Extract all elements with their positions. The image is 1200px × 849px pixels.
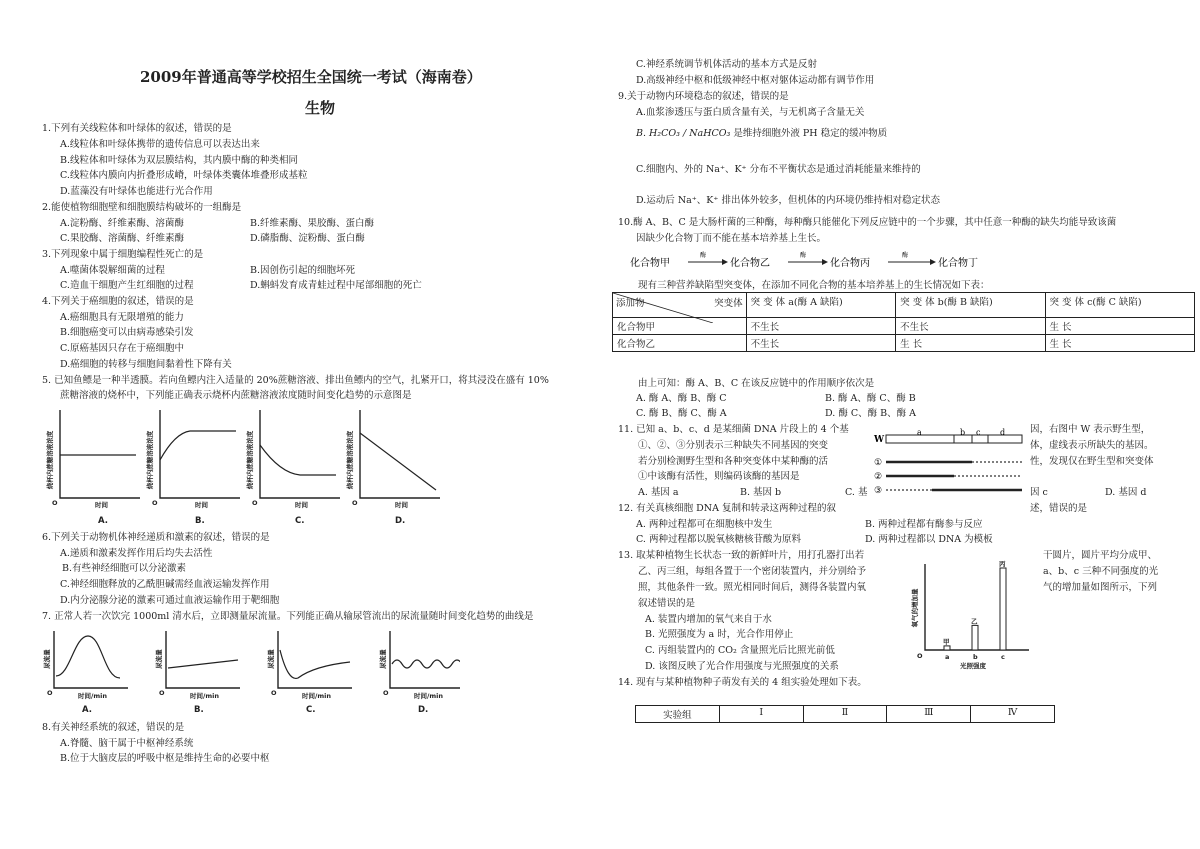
q11-fig-mark-1: ① — [874, 458, 883, 468]
q3-stem: 3.下列现象中属于细胞编程性死亡的是 — [42, 249, 204, 260]
q12-option-b: B. 两种过程都有酶参与反应 — [865, 519, 983, 530]
subject-title: 生物 — [305, 99, 336, 117]
q12-option-c: C. 两种过程都以脱氧核糖核苷酸为原料 — [636, 534, 801, 545]
q5-label-c: C. — [295, 516, 305, 526]
q10-line1: 10.酶 A、B、C 是大肠杆菌的三种酶，每种酶只能催化下列反应链中的一个步骤，其中任意一种酶的缺失均能导致该菌 — [618, 217, 1117, 228]
q10-table-row1-b: 不生长 — [896, 318, 1045, 335]
q4-option-a: A.癌细胞具有无限增殖的能力 — [60, 312, 184, 323]
q11-line4: ①中该酶有活性，则编码该酶的基因是 — [638, 471, 800, 482]
q13-line3a: 照，其他条件一致。照光相同时间后，测得各装置内氧 — [638, 582, 867, 593]
q13-line1a: 13. 取某种植物生长状态一致的新鲜叶片，用打孔器打出若 — [618, 550, 865, 561]
q5-line2: 蔗糖溶液的烧杯中，下列能正确表示烧杯内蔗糖溶液浓度随时间变化趋势的示意图是 — [60, 390, 412, 401]
q10-table-col-a: 突 变 体 a(酶 A 缺陷) — [746, 293, 895, 318]
q13-chart-origin: O — [917, 652, 923, 660]
chain-enzyme-2: 酶 — [800, 252, 807, 259]
q11-line2a: ①、②、③分别表示三种缺失不同基因的突变 — [638, 440, 829, 451]
q9-formula: B. H₂CO₃ / NaHCO₃ — [636, 128, 731, 139]
q12-stem: 12. 有关真核细胞 DNA 复制和转录这两种过程的叙 — [618, 503, 836, 514]
q7-origin-d: O — [383, 689, 389, 697]
q5-ylabel-a: 烧杯内蔗糖溶液浓度 — [46, 430, 54, 490]
q11-fig-mark-2: ② — [874, 472, 883, 482]
q10-table — [612, 292, 1195, 352]
q5-ylabel-d: 烧杯内蔗糖溶液浓度 — [346, 430, 354, 490]
q11-option-b: B. 基因 b — [740, 487, 782, 498]
q10-table-row2-head: 化合物乙 — [613, 335, 747, 352]
q10-option-c: C. 酶 B、酶 C、酶 A — [636, 408, 727, 419]
q7-origin-b: O — [159, 689, 165, 697]
q1-option-b: B.线粒体和叶绿体为双层膜结构，其内膜中酶的种类相同 — [60, 155, 299, 166]
q5-label-d: D. — [395, 516, 406, 526]
q4-option-c: C.原癌基因只存在于癌细胞中 — [60, 343, 184, 354]
q7-origin-a: O — [47, 689, 53, 697]
q7-label-a: A. — [82, 705, 92, 715]
q9-stem: 9.关于动物内环境稳态的叙述，错误的是 — [618, 91, 789, 102]
chain-enzyme-1: 酶 — [700, 252, 707, 259]
q11-line1a: 11. 已知 a、b、c、d 是某细菌 DNA 片段上的 4 个基 — [618, 424, 849, 435]
q6-option-a: A.递质和激素发挥作用后均失去活性 — [60, 548, 213, 559]
q4-stem: 4.下列关于癌细胞的叙述，错误的是 — [42, 296, 194, 307]
q3-option-b: B.因创伤引起的细胞坏死 — [250, 265, 356, 276]
q10-table-corner-bottom: 添加物 — [616, 298, 645, 309]
q10-table-col-b: 突 变 体 b(酶 B 缺陷) — [896, 293, 1045, 318]
q13-bar-chart — [905, 560, 1035, 672]
q7-label-c: C. — [306, 705, 316, 715]
q5-graphs — [40, 405, 440, 527]
q13-line2a: 乙、丙三组，每组各置于一个密闭装置内，并分别给予 — [638, 566, 867, 577]
q11-line3b: 性，发现仅在野生型和突变体 — [1030, 456, 1154, 467]
q10-line2: 因缺少化合物丁而不能在基本培养基上生长。 — [636, 233, 827, 244]
q10-option-b: B. 酶 A、酶 C、酶 B — [825, 393, 916, 404]
q2-stem: 2.能使植物细胞壁和细胞膜结构破坏的一组酶是 — [42, 202, 242, 213]
q11-fig-w: W — [874, 435, 885, 445]
q13-bar-b — [972, 625, 978, 650]
q10-table-corner — [613, 293, 747, 318]
q5-xlabel-b: 时间 — [195, 501, 208, 509]
q13-line1b: 干圆片，圆片平均分成甲、 — [1043, 550, 1158, 561]
q7-graph-c — [266, 631, 352, 715]
q6-option-b: B.有些神经细胞可以分泌激素 — [62, 563, 187, 574]
q2-option-c: C.果胶酶、溶菌酶、纤维素酶 — [60, 233, 184, 244]
q10-table-row2-c: 生 长 — [1045, 335, 1194, 352]
q10-table-row1-a: 不生长 — [746, 318, 895, 335]
q5-line1: 5. 已知鱼鳔是一种半透膜。若向鱼鳔内注入适量的 20%蔗糖溶液、排出鱼鳔内的空气，扎紧开口，将其浸没在盛有 10% — [42, 375, 549, 386]
q2-option-a: A.淀粉酶、纤维素酶、溶菌酶 — [60, 218, 184, 229]
q11-fig-mark-3: ③ — [874, 486, 883, 494]
q13-option-b: B. 光照强度为 a 时，光合作用停止 — [645, 629, 794, 640]
q13-bar-label-a: 甲 — [943, 637, 950, 646]
q7-graphs — [40, 626, 460, 716]
q7-label-b: B. — [194, 705, 204, 715]
q5-origin-d: O — [352, 499, 358, 507]
q7-xlabel-c: 时间/min — [302, 692, 332, 700]
q5-graph-d — [345, 410, 440, 526]
q13-tick-b: b — [973, 653, 978, 661]
q10-table-corner-top: 突变体 — [714, 298, 743, 309]
q11-option-d: D. 基因 d — [1105, 487, 1147, 498]
q7-ylabel-b: 尿流量 — [155, 649, 163, 669]
q7-xlabel-d: 时间/min — [414, 692, 444, 700]
q5-graph-a — [45, 410, 140, 526]
q7-ylabel-a: 尿流量 — [43, 649, 51, 669]
q1-option-d: D.蓝藻没有叶绿体也能进行光合作用 — [60, 186, 213, 197]
q13-line2b: a、b、c 三种不同强度的光 — [1043, 566, 1159, 577]
q13-tick-a: a — [945, 653, 950, 661]
q12-stem-cont: 述，错误的是 — [1030, 503, 1088, 514]
q13-bar-a — [944, 646, 950, 650]
q10-table-col-c: 突 变 体 c(酶 C 缺陷) — [1045, 293, 1194, 318]
q14-table-head-2: Ⅱ — [803, 706, 887, 723]
chain-compound-4: 化合物丁 — [938, 258, 978, 269]
q10-option-d: D. 酶 C、酶 B、酶 A — [825, 408, 916, 419]
q3-option-a: A.噬菌体裂解细菌的过程 — [60, 265, 165, 276]
q14-table-head-4: Ⅳ — [971, 706, 1055, 723]
q13-option-c: C. 丙组装置内的 CO₂ 含量照光后比照光前低 — [645, 645, 835, 656]
q7-xlabel-a: 时间/min — [78, 692, 108, 700]
q12-option-d: D. 两种过程都以 DNA 为模板 — [865, 534, 993, 545]
q5-xlabel-d: 时间 — [395, 501, 408, 509]
exam-title: 2009年普通高等学校招生全国统一考试（海南卷） — [140, 68, 482, 86]
q11-fig-gene-b: b — [960, 428, 966, 437]
q1-option-c: C.线粒体内膜向内折叠形成嵴，叶绿体类囊体堆叠形成基粒 — [60, 170, 308, 181]
q10-option-a: A. 酶 A、酶 B、酶 C — [636, 393, 727, 404]
q9-option-c: C.细胞内、外的 Na⁺、K⁺ 分布不平衡状态是通过消耗能量来维持的 — [636, 164, 921, 175]
q14-table — [635, 705, 1055, 723]
q8-stem: 8.有关神经系统的叙述，错误的是 — [42, 722, 185, 733]
q9-option-b-text: 是维持细胞外液 PH 稳定的缓冲物质 — [733, 128, 888, 139]
q11-line1b: 因，右图中 W 表示野生型， — [1030, 424, 1151, 435]
q8-option-d: D.高级神经中枢和低级神经中枢对躯体运动都有调节作用 — [636, 75, 875, 86]
q3-option-d: D.蝌蚪发育成青蛙过程中尾部细胞的死亡 — [250, 280, 422, 291]
q4-option-b: B.细胞癌变可以由病毒感染引发 — [60, 327, 194, 338]
q7-origin-c: O — [271, 689, 277, 697]
chain-compound-1: 化合物甲 — [630, 258, 670, 269]
q8-option-b: B.位于大脑皮层的呼吸中枢是维持生命的必要中枢 — [60, 753, 270, 764]
q9-option-a: A.血浆渗透压与蛋白质含量有关，与无机离子含量无关 — [636, 107, 865, 118]
q13-bars — [943, 560, 1006, 661]
q10-table-row2-b: 生 长 — [896, 335, 1045, 352]
q1-option-a: A.线粒体和叶绿体携带的遗传信息可以表达出来 — [60, 139, 260, 150]
q13-tick-c: c — [1001, 653, 1005, 661]
q5-origin-b: O — [152, 499, 158, 507]
q11-gene-figure — [872, 428, 1028, 494]
q13-option-d: D. 该图反映了光合作用强度与光照强度的关系 — [645, 661, 839, 672]
q5-label-b: B. — [195, 516, 205, 526]
q2-option-b: B.纤维素酶、果胶酶、蛋白酶 — [250, 218, 375, 229]
q11-fig-gene-a: a — [917, 428, 922, 437]
q3-option-c: C.造血干细胞产生红细胞的过程 — [60, 280, 194, 291]
q5-ylabel-c: 烧杯内蔗糖溶液浓度 — [246, 430, 254, 490]
q12-option-a: A. 两种过程都可在细胞核中发生 — [636, 519, 773, 530]
q10-table-row1-head: 化合物甲 — [613, 318, 747, 335]
q4-option-d: D.癌细胞的转移与细胞间黏着性下降有关 — [60, 359, 232, 370]
q5-xlabel-c: 时间 — [295, 501, 308, 509]
q6-stem: 6.下列关于动物机体神经递质和激素的叙述，错误的是 — [42, 532, 270, 543]
q10-intro: 现有三种营养缺陷型突变体，在添加不同化合物的基本培养基上的生长情况如下表： — [638, 280, 990, 291]
right-column — [600, 0, 1200, 849]
q14-table-head-0: 实验组 — [636, 706, 720, 723]
q13-option-a: A. 装置内增加的氧气来自于水 — [645, 614, 772, 625]
q13-bar-label-b: 乙 — [971, 617, 978, 626]
q5-label-a: A. — [98, 516, 108, 526]
q14-stem: 14. 现有与某种植物种子萌发有关的 4 组实验处理如下表。 — [618, 677, 867, 688]
q13-line3b: 气的增加量如图所示，下列 — [1043, 582, 1158, 593]
q11-option-c-cont: 因 c — [1030, 487, 1048, 498]
q11-line2b: 体，虚线表示所缺失的基因。 — [1030, 440, 1154, 451]
q7-ylabel-c: 尿流量 — [267, 649, 275, 669]
q7-graph-a — [42, 631, 128, 715]
q13-line4: 叙述错误的是 — [638, 598, 696, 609]
q13-bar-c — [1000, 568, 1006, 650]
chain-enzyme-3: 酶 — [902, 252, 909, 259]
q11-line3a: 若分别检测野生型和各种突变体中某种酶的活 — [638, 456, 829, 467]
q10-reaction-chain — [630, 248, 1100, 276]
q5-origin-c: O — [252, 499, 258, 507]
chain-compound-3: 化合物丙 — [830, 258, 870, 269]
q5-graph-c — [245, 410, 340, 526]
q2-option-d: D.磷脂酶、淀粉酶、蛋白酶 — [250, 233, 365, 244]
q6-option-c: C.神经细胞释放的乙酰胆碱需经血液运输发挥作用 — [60, 579, 270, 590]
q7-label-d: D. — [418, 705, 429, 715]
q5-origin-a: O — [52, 499, 58, 507]
q7-graph-b — [154, 631, 240, 715]
q11-fig-gene-d: d — [1000, 428, 1006, 437]
q1-stem: 1.下列有关线粒体和叶绿体的叙述，错误的是 — [42, 123, 232, 134]
q10-conclusion: 由上可知：酶 A、B、C 在该反应链中的作用顺序依次是 — [638, 378, 875, 389]
q5-xlabel-a: 时间 — [95, 501, 108, 509]
q10-table-row2-a: 不生长 — [746, 335, 895, 352]
q9-option-d: D.运动后 Na⁺、K⁺ 排出体外较多，但机体的内环境仍维持相对稳定状态 — [636, 195, 940, 206]
chain-compound-2: 化合物乙 — [730, 258, 770, 269]
q6-option-d: D.内分泌腺分泌的激素可通过血液运输作用于靶细胞 — [60, 595, 280, 606]
q14-table-head-3: Ⅲ — [887, 706, 971, 723]
q7-xlabel-b: 时间/min — [190, 692, 220, 700]
q7-stem: 7. 正常人若一次饮完 1000ml 清水后，立即测量尿流量。下列能正确从输尿管流出的尿流量随时间变化趋势的曲线是 — [42, 611, 534, 622]
q7-graph-d — [378, 631, 460, 715]
q8-option-a: A.脊髓、脑干属于中枢神经系统 — [60, 738, 194, 749]
q13-chart-ylabel: 氧气的增加量 — [911, 588, 919, 628]
q11-option-c: C. 基 — [845, 487, 868, 498]
q9-option-b — [636, 127, 887, 140]
q11-option-a: A. 基因 a — [638, 487, 679, 498]
q13-chart-xlabel: 光照强度 — [960, 662, 986, 670]
q5-graph-b — [145, 410, 240, 526]
q10-table-row1-c: 生 长 — [1045, 318, 1194, 335]
q13-bar-label-c: 丙 — [999, 560, 1006, 568]
q14-table-head-1: Ⅰ — [719, 706, 803, 723]
q8-option-c: C.神经系统调节机体活动的基本方式是反射 — [636, 59, 817, 70]
q7-ylabel-d: 尿流量 — [379, 649, 387, 669]
q11-fig-gene-c: c — [976, 428, 981, 437]
q5-ylabel-b: 烧杯内蔗糖溶液浓度 — [146, 430, 154, 490]
